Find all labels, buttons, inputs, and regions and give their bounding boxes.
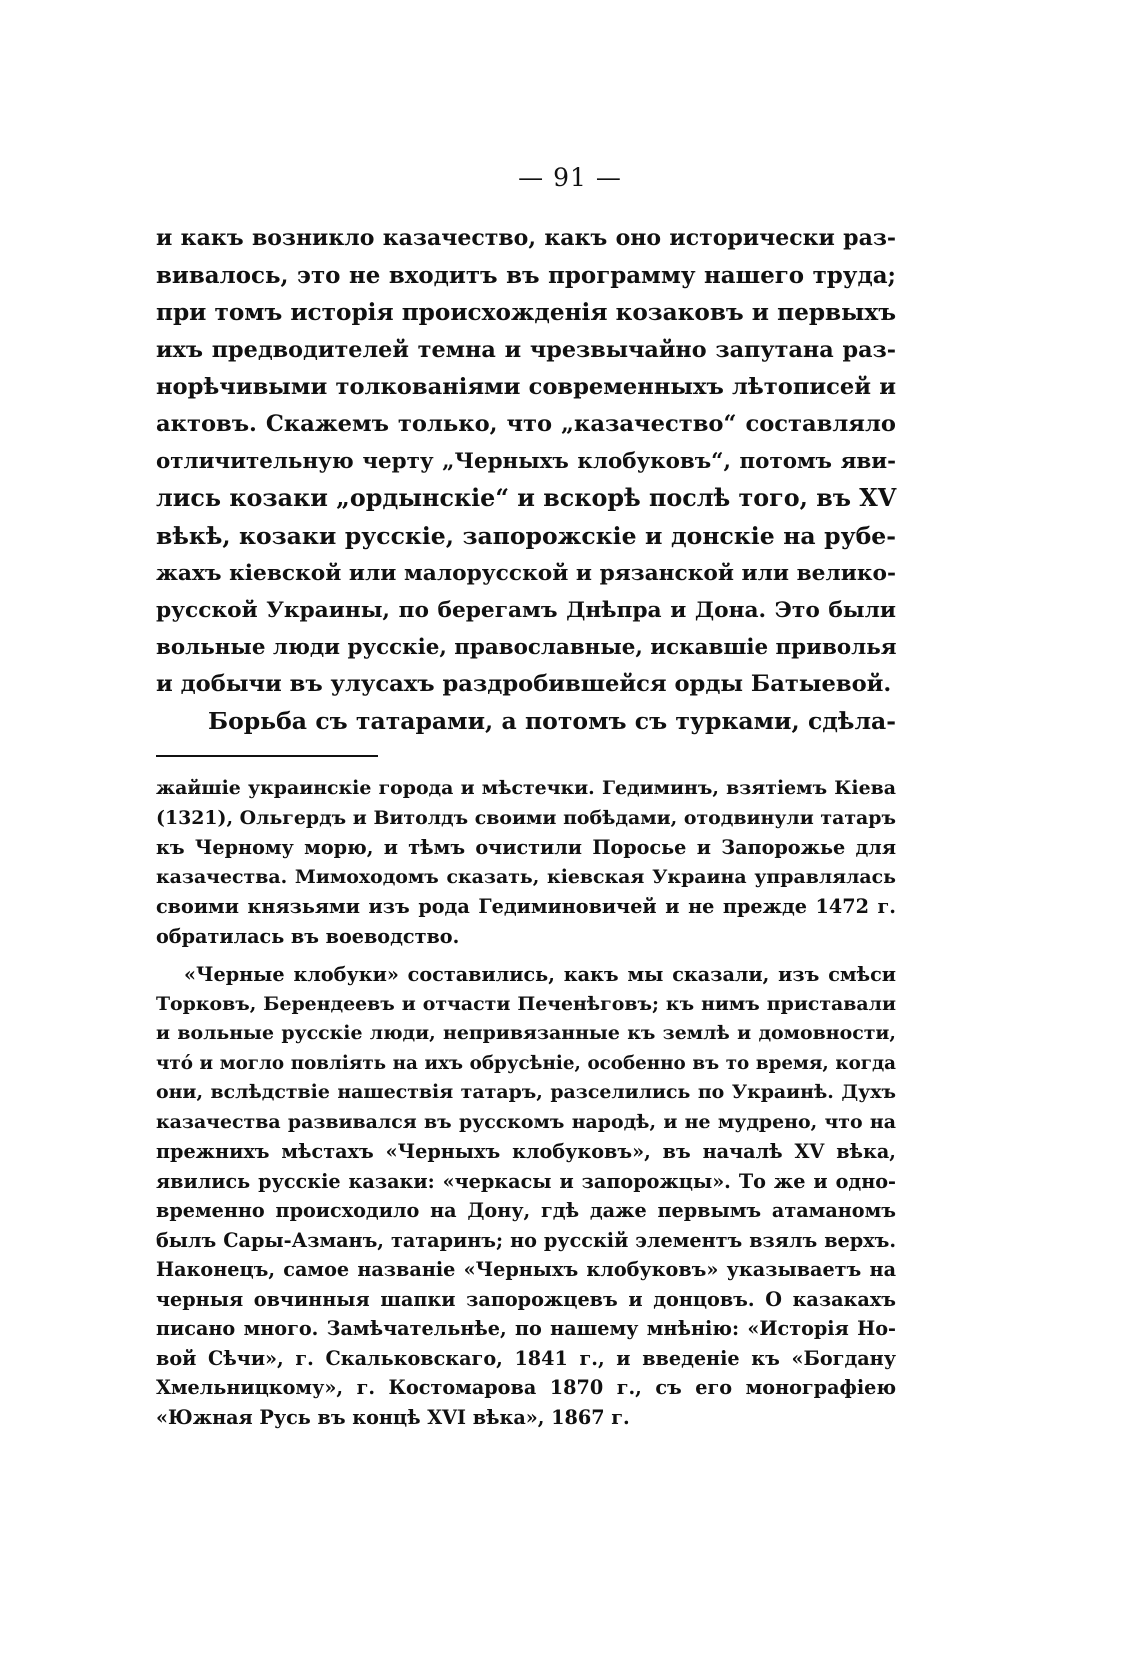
footnotes (156, 774, 896, 1432)
footnote-line: писано много. Замѣчательнѣе, по нашему мнѣнію: «Исторія Но- (156, 1317, 896, 1340)
text-line: вольные люди русскіе, православные, искавшіе приволья (156, 635, 897, 661)
main-text (156, 220, 896, 741)
footnote-line: черныя овчинныя шапки запорожцевъ и донцовъ. О казакахъ (156, 1287, 896, 1311)
text-line: Борьба съ татарами, а потомъ съ турками, сдѣла- (208, 707, 896, 736)
footnote-line: временно происходило на Дону, гдѣ даже первымъ атаманомъ (156, 1199, 896, 1222)
footnote-divider (156, 755, 378, 757)
footnote-line: прежнихъ мѣстахъ «Черныхъ клобуковъ», въ началѣ XV вѣка, (156, 1140, 896, 1163)
text-line: лись козаки „ордынскіе“ и вскорѣ послѣ того, въ XV (156, 484, 897, 513)
text-line: и какъ возникло казачество, какъ оно исторически раз- (156, 225, 896, 251)
footnote-line: къ Черному морю, и тѣмъ очистили Поросье и Запорожье для (156, 836, 896, 859)
footnote-line: своими князьями изъ рода Гедиминовичей и не прежде 1472 г. (156, 895, 896, 918)
footnote-line: былъ Сары-Азманъ, татаринъ; но русскій элементъ взялъ верхъ. (156, 1228, 896, 1252)
footnote-line: «Южная Русь въ концѣ XVI вѣка», 1867 г. (156, 1405, 630, 1429)
footnote-paragraph (156, 774, 896, 951)
text-line: актовъ. Скажемъ только, что „казачество“ составляло (156, 410, 896, 437)
footnote-line: Хмельницкому», г. Костомарова 1870 г., съ его монографіею (156, 1376, 896, 1399)
footnote-line: вой Сѣчи», г. Скальковскаго, 1841 г., и введеніе къ «Богдану (156, 1346, 896, 1370)
footnote-paragraph (156, 960, 896, 1432)
footnote-line: «Черные клобуки» составились, какъ мы сказали, изъ смѣси (184, 963, 896, 986)
text-line: и добычи въ улусахъ раздробившейся орды Батыевой. (156, 671, 892, 698)
footnote-line: явились русскіе казаки: «черкасы и запорожцы». То же и одно- (156, 1169, 896, 1193)
footnote-line: казачества. Мимоходомъ сказать, кіевская Украина управлялась (156, 865, 896, 888)
footnote-line: что́ и могло повліять на ихъ обрусѣніе, особенно въ то время, когда (156, 1052, 896, 1074)
text-line: ихъ предводителей темна и чрезвычайно запутана раз- (156, 336, 896, 363)
page-number: — 91 — (518, 163, 622, 192)
text-line: жахъ кіевской или малорусской и рязанской или велико- (156, 560, 896, 586)
text-line: отличительную черту „Черныхъ клобуковъ“, потомъ яви- (156, 449, 896, 475)
footnote-line: Торковъ, Берендеевъ и отчасти Печенѣговъ; къ нимъ приставали (156, 992, 896, 1015)
footnote-line: казачества развивался въ русскомъ народѣ, и не мудрено, что на (156, 1110, 896, 1133)
footnote-line: они, вслѣдствіе нашествія татаръ, разселились по Украинѣ. Духъ (156, 1081, 896, 1103)
text-line: норѣчивыми толкованіями современныхъ лѣтописей и (156, 373, 896, 400)
footnote-line: обратилась въ воеводство. (156, 924, 460, 948)
text-line: русской Украины, по берегамъ Днѣпра и Дона. Это были (156, 597, 896, 623)
footnote-line: и вольные русскіе люди, непривязанные къ землѣ и домовности, (156, 1022, 896, 1044)
text-line: при томъ исторія происхожденія козаковъ и первыхъ (156, 299, 896, 327)
footnote-line: (1321), Ольгердъ и Витолдъ своими побѣдами, отодвинули татаръ (156, 806, 896, 829)
paragraph-gap (156, 951, 896, 960)
footnote-line: Наконецъ, самое названіе «Черныхъ клобуковъ» указываетъ на (156, 1258, 896, 1281)
text-line: вивалось, это не входитъ въ программу нашего труда; (156, 262, 896, 290)
footnote-line: жайшіе украинскіе города и мѣстечки. Гедиминъ, взятіемъ Кіева (156, 777, 896, 799)
text-line: вѣкѣ, козаки русскіе, запорожскіе и донскіе на рубе- (156, 521, 896, 550)
